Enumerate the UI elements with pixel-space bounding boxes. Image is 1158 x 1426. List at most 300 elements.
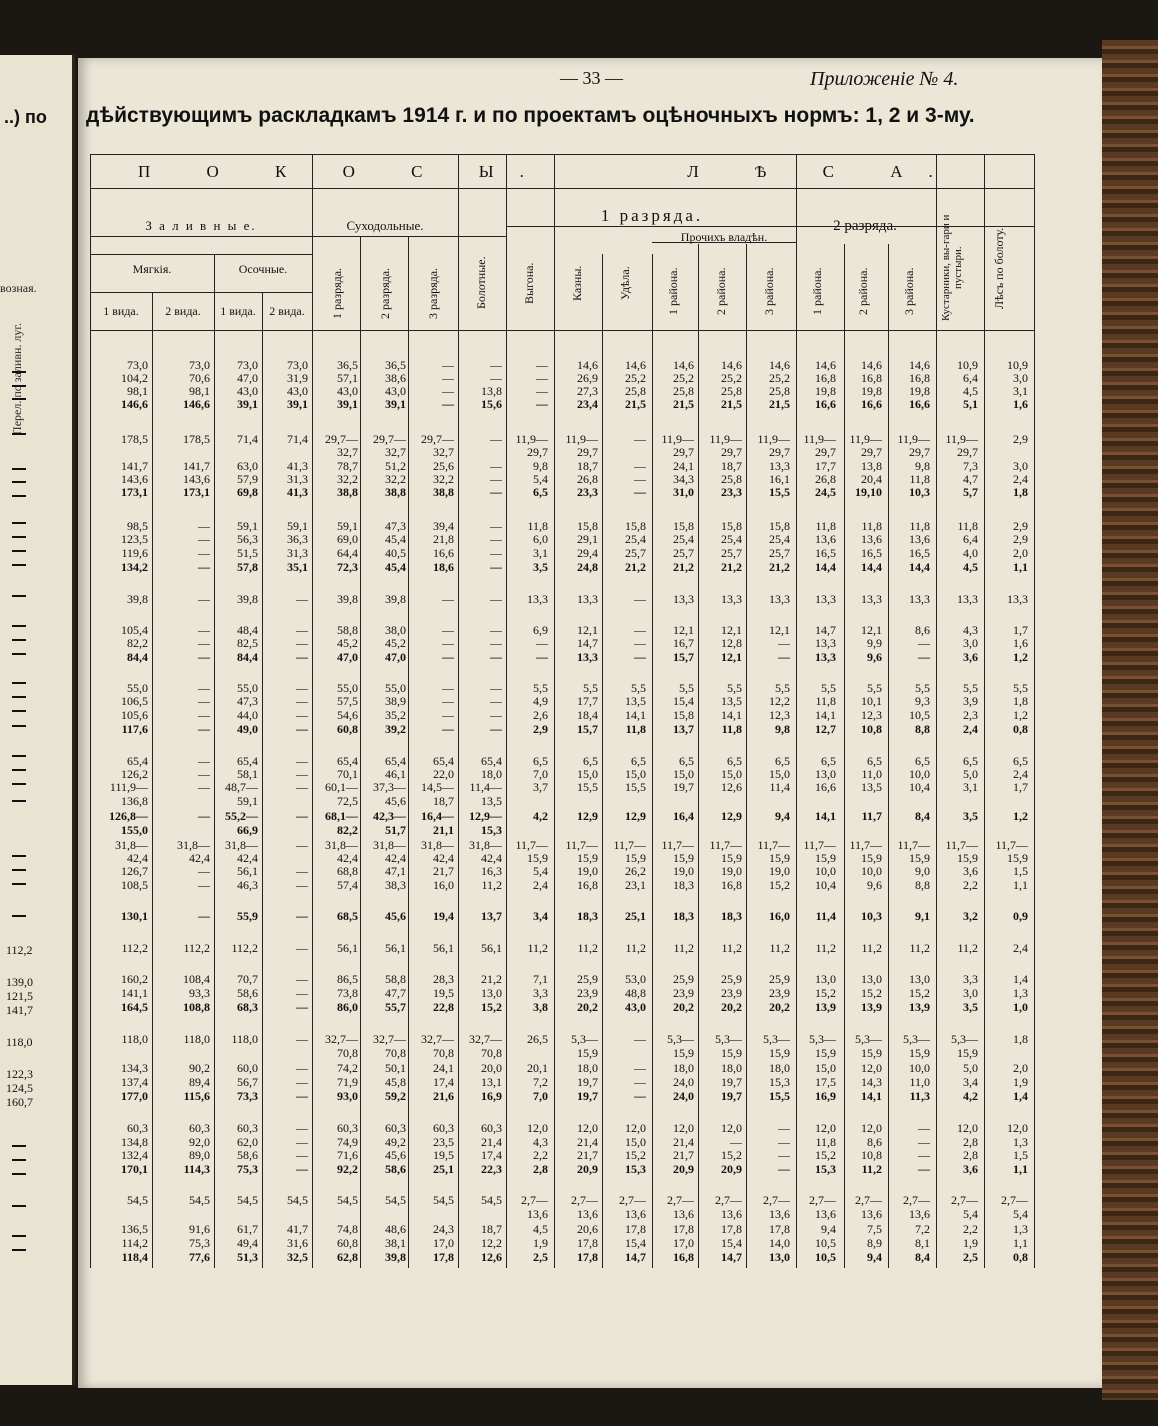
table-cell: 15,8 xyxy=(769,519,790,533)
table-cell: — xyxy=(490,694,502,708)
table-cell: 13,6 xyxy=(815,1207,836,1221)
table-cell: 13,3 xyxy=(909,592,930,606)
table-cell: 5,5 xyxy=(867,681,882,695)
table-cell: 56,1 xyxy=(433,941,454,955)
table-cell: 7,3 xyxy=(963,459,978,473)
table-cell: 23,5 xyxy=(433,1135,454,1149)
table-cell: — xyxy=(296,708,308,722)
table-cell: 31,8— xyxy=(469,838,502,852)
table-cell: 68,1— xyxy=(325,809,358,823)
table-rule-horizontal xyxy=(506,226,1034,227)
table-cell: 18,7 xyxy=(721,459,742,473)
table-cell: 31,3 xyxy=(287,546,308,560)
table-cell: 54,5 xyxy=(385,1193,406,1207)
table-cell: 2,5 xyxy=(533,1250,548,1264)
table-cell: 11,2 xyxy=(861,941,882,955)
table-cell: 89,4 xyxy=(189,1075,210,1089)
table-cell: 69,0 xyxy=(337,532,358,546)
table-cell: 5,5 xyxy=(1013,681,1028,695)
table-cell: 18,3 xyxy=(721,909,742,923)
table-cell: 15,5 xyxy=(577,780,598,794)
table-cell: 12,3 xyxy=(769,708,790,722)
table-cell: — xyxy=(918,650,930,664)
table-cell: 13,5 xyxy=(721,694,742,708)
table-cell: 56,1 xyxy=(237,864,258,878)
table-cell: 42,4 xyxy=(385,851,406,865)
table-cell: 35,1 xyxy=(287,560,308,574)
table-cell: 11,9— xyxy=(945,432,978,446)
table-cell: 15,7 xyxy=(577,722,598,736)
table-cell: 1,6 xyxy=(1013,397,1028,411)
table-cell: 51,7 xyxy=(385,823,406,837)
table-cell: 7,0 xyxy=(533,1089,548,1103)
table-cell: 15,9 xyxy=(721,1046,742,1060)
header-razryad-1: 1 разряда. xyxy=(600,206,704,225)
table-cell: 14,6 xyxy=(815,358,836,372)
table-cell: 48,6 xyxy=(385,1222,406,1236)
table-cell: 5,3— xyxy=(763,1032,790,1046)
table-cell: 14,4 xyxy=(815,560,836,574)
table-cell: 70,6 xyxy=(189,371,210,385)
table-cell: — xyxy=(778,1162,790,1176)
table-cell: 16,6 xyxy=(433,546,454,560)
table-cell: 160,2 xyxy=(121,972,148,986)
left-page-dash xyxy=(12,653,26,655)
table-cell: 5,5 xyxy=(631,681,646,695)
table-cell: 54,5 xyxy=(433,1193,454,1207)
table-cell: 44,0 xyxy=(237,708,258,722)
table-cell: 2,7— xyxy=(619,1193,646,1207)
header-prochikh-raion-1: 1 района. xyxy=(666,267,680,315)
table-cell: 74,8 xyxy=(337,1222,358,1236)
table-cell: — xyxy=(634,459,646,473)
table-cell: 137,4 xyxy=(121,1075,148,1089)
table-cell: 29,7 xyxy=(577,445,598,459)
table-cell: 29,7 xyxy=(861,445,882,459)
table-cell: 112,2 xyxy=(231,941,258,955)
table-cell: 56,1 xyxy=(385,941,406,955)
table-rule-horizontal xyxy=(90,330,1034,331)
table-cell: — xyxy=(918,1162,930,1176)
table-cell: 1,3 xyxy=(1013,1222,1028,1236)
table-cell: 2,7— xyxy=(667,1193,694,1207)
table-cell: 56,1 xyxy=(337,941,358,955)
table-cell: 2,7— xyxy=(903,1193,930,1207)
table-cell: 1,4 xyxy=(1013,972,1028,986)
table-cell: 15,9 xyxy=(861,851,882,865)
header-sukh-1: 1 разряда. xyxy=(330,267,344,319)
header-sukh-3: 3 разряда. xyxy=(426,267,440,319)
table-cell: 63,0 xyxy=(237,459,258,473)
table-cell: — xyxy=(296,1089,308,1103)
table-cell: 17,5 xyxy=(815,1075,836,1089)
table-cell: 13,0 xyxy=(769,1250,790,1264)
table-cell: 21,5 xyxy=(673,397,694,411)
table-cell: — xyxy=(778,636,790,650)
table-cell: 53,0 xyxy=(625,972,646,986)
table-cell: 25,9 xyxy=(673,972,694,986)
table-cell: 5,5 xyxy=(679,681,694,695)
table-cell: 5,5 xyxy=(821,681,836,695)
table-cell: 65,4 xyxy=(337,754,358,768)
table-cell: 17,4 xyxy=(433,1075,454,1089)
table-cell: 56,3 xyxy=(237,532,258,546)
table-cell: 16,4 xyxy=(673,809,694,823)
table-cell: 62,0 xyxy=(237,1135,258,1149)
table-cell: 37,3— xyxy=(373,780,406,794)
table-cell: 12,0 xyxy=(527,1121,548,1135)
table-cell: — xyxy=(442,694,454,708)
table-cell: — xyxy=(918,1148,930,1162)
table-cell: 9,6 xyxy=(867,650,882,664)
table-cell: 51,3 xyxy=(237,1250,258,1264)
header-vida-1b: 1 вида. xyxy=(220,304,256,318)
table-cell: 45,6 xyxy=(385,1148,406,1162)
table-cell: 60,3 xyxy=(127,1121,148,1135)
table-cell: 20,9 xyxy=(577,1162,598,1176)
table-cell: 18,6 xyxy=(433,560,454,574)
table-cell: 0,9 xyxy=(1013,909,1028,923)
table-cell: — xyxy=(198,909,210,923)
table-cell: 2,5 xyxy=(963,1250,978,1264)
table-cell: 72,5 xyxy=(337,794,358,808)
table-cell: 15,3 xyxy=(769,1075,790,1089)
table-cell: 25,9 xyxy=(769,972,790,986)
table-cell: 42,4 xyxy=(189,851,210,865)
table-cell: 19,0 xyxy=(769,864,790,878)
table-cell: 11,8 xyxy=(957,519,978,533)
table-cell: 14,7 xyxy=(815,623,836,637)
table-cell: 13,9 xyxy=(815,1000,836,1014)
table-cell: — xyxy=(296,623,308,637)
table-cell: 14,6 xyxy=(721,358,742,372)
table-cell: 9,9 xyxy=(867,636,882,650)
table-cell: 54,5 xyxy=(337,1193,358,1207)
table-cell: 18,3 xyxy=(577,909,598,923)
table-cell: 25,9 xyxy=(721,972,742,986)
table-cell: 15,2 xyxy=(815,1148,836,1162)
table-cell: 9,3 xyxy=(915,694,930,708)
table-cell: — xyxy=(296,809,308,823)
table-cell: 15,3 xyxy=(815,1162,836,1176)
table-cell: 54,5 xyxy=(189,1193,210,1207)
table-cell: 29,7— xyxy=(421,432,454,446)
table-cell: 73,0 xyxy=(127,358,148,372)
table-cell: 2,0 xyxy=(1013,546,1028,560)
left-page-title: ..) по xyxy=(4,107,47,127)
table-cell: 82,2 xyxy=(127,636,148,650)
table-cell: 141,7 xyxy=(121,459,148,473)
table-cell: 8,4 xyxy=(915,1250,930,1264)
table-cell: 1,8 xyxy=(1013,1032,1028,1046)
table-cell: 11,7— xyxy=(709,838,742,852)
header-vygona: Выгона. xyxy=(522,262,536,304)
table-cell: 45,4 xyxy=(385,532,406,546)
header-bolotnye: Болотные. xyxy=(474,256,488,310)
table-cell: 5,4 xyxy=(963,1207,978,1221)
table-cell: 108,8 xyxy=(183,1000,210,1014)
table-cell: 117,6 xyxy=(121,722,148,736)
table-cell: 8,6 xyxy=(915,623,930,637)
table-cell: — xyxy=(730,1135,742,1149)
table-cell: — xyxy=(634,623,646,637)
table-cell: 112,2 xyxy=(121,941,148,955)
table-cell: — xyxy=(198,809,210,823)
table-cell: 25,2 xyxy=(769,371,790,385)
table-cell: 21,4 xyxy=(673,1135,694,1149)
table-cell: — xyxy=(296,1000,308,1014)
table-cell: 1,9 xyxy=(533,1236,548,1250)
table-cell: — xyxy=(634,1075,646,1089)
table-cell: 73,0 xyxy=(237,358,258,372)
table-cell: 71,9 xyxy=(337,1075,358,1089)
table-cell: 5,0 xyxy=(963,1061,978,1075)
table-cell: 58,8 xyxy=(385,972,406,986)
header-razryad-2: 2 разряда. xyxy=(833,218,897,234)
table-cell: — xyxy=(634,1032,646,1046)
table-cell: 31,8— xyxy=(177,838,210,852)
table-cell: 4,5 xyxy=(963,384,978,398)
table-cell: 19,10 xyxy=(855,485,882,499)
table-cell: 126,2 xyxy=(121,767,148,781)
table-cell: — xyxy=(296,1162,308,1176)
table-cell: 17,8 xyxy=(433,1250,454,1264)
header-zalivnye: З а л и в н ы е. xyxy=(145,218,257,233)
table-cell: 65,4 xyxy=(127,754,148,768)
table-cell: 14,1 xyxy=(815,809,836,823)
table-cell: 2,7— xyxy=(855,1193,882,1207)
table-cell: 10,0 xyxy=(815,864,836,878)
table-cell: 2,6 xyxy=(533,708,548,722)
table-cell: 2,8 xyxy=(963,1135,978,1149)
table-cell: 70,8 xyxy=(385,1046,406,1060)
table-cell: 16,8 xyxy=(673,1250,694,1264)
table-cell: — xyxy=(490,592,502,606)
table-cell: 19,7 xyxy=(673,780,694,794)
table-cell: 1,5 xyxy=(1013,1148,1028,1162)
table-cell: — xyxy=(536,384,548,398)
left-page-dash xyxy=(12,564,26,566)
table-cell: 15,2 xyxy=(721,1148,742,1162)
table-cell: 13,9 xyxy=(861,1000,882,1014)
table-cell: 38,8 xyxy=(337,485,358,499)
left-page-dash xyxy=(12,869,26,871)
table-cell: — xyxy=(198,722,210,736)
table-cell: 15,3 xyxy=(625,1162,646,1176)
table-cell: 15,9 xyxy=(769,1046,790,1060)
table-cell: 6,9 xyxy=(533,623,548,637)
table-cell: 39,1 xyxy=(237,397,258,411)
table-cell: 13,6 xyxy=(625,1207,646,1221)
table-cell: 3,1 xyxy=(533,546,548,560)
table-cell: 15,9 xyxy=(1007,851,1028,865)
table-cell: — xyxy=(296,838,308,852)
table-cell: 15,7 xyxy=(673,650,694,664)
table-cell: 60,8 xyxy=(337,722,358,736)
table-cell: 14,6 xyxy=(577,358,598,372)
table-cell: 3,0 xyxy=(963,986,978,1000)
table-cell: 10,5 xyxy=(909,708,930,722)
table-cell: 3,6 xyxy=(963,864,978,878)
table-cell: 136,8 xyxy=(121,794,148,808)
table-cell: 22,0 xyxy=(433,767,454,781)
table-cell: 45,6 xyxy=(385,909,406,923)
table-cell: 3,5 xyxy=(963,1000,978,1014)
table-cell: — xyxy=(198,650,210,664)
table-rule-horizontal xyxy=(90,236,506,237)
table-cell: 12,0 xyxy=(721,1121,742,1135)
table-cell: 10,0 xyxy=(861,864,882,878)
table-cell: 16,5 xyxy=(861,546,882,560)
table-cell: 2,7— xyxy=(571,1193,598,1207)
document-page xyxy=(78,58,1102,1388)
table-cell: 38,3 xyxy=(385,878,406,892)
table-cell: 12,1 xyxy=(673,623,694,637)
table-cell: 5,5 xyxy=(583,681,598,695)
table-cell: 5,1 xyxy=(963,397,978,411)
table-cell: 21,7 xyxy=(673,1148,694,1162)
table-cell: 15,4 xyxy=(625,1236,646,1250)
left-page-dash xyxy=(12,371,26,373)
header-vida-1a: 1 вида. xyxy=(103,304,139,318)
table-cell: 11,2 xyxy=(577,941,598,955)
table-cell: 146,6 xyxy=(183,397,210,411)
table-cell: 39,1 xyxy=(287,397,308,411)
left-page-dash xyxy=(12,625,26,627)
table-cell: 59,2 xyxy=(385,1089,406,1103)
left-page-vertical-header: Перел. по заливн. луг. xyxy=(10,323,24,435)
table-cell: 1,7 xyxy=(1013,780,1028,794)
table-cell: 13,3 xyxy=(957,592,978,606)
table-cell: 2,4 xyxy=(1013,472,1028,486)
table-cell: 11,2 xyxy=(957,941,978,955)
table-cell: 132,4 xyxy=(121,1148,148,1162)
table-cell: 71,4 xyxy=(237,432,258,446)
table-cell: 24,0 xyxy=(673,1075,694,1089)
left-page-value: 139,0 xyxy=(6,975,33,989)
table-cell: 11,8 xyxy=(527,519,548,533)
table-rule-horizontal xyxy=(90,254,312,255)
table-cell: — xyxy=(778,650,790,664)
table-cell: 15,2 xyxy=(625,1148,646,1162)
table-cell: 38,8 xyxy=(433,485,454,499)
table-cell: 21,7 xyxy=(433,864,454,878)
left-page-dash xyxy=(12,1235,26,1237)
table-cell: 3,6 xyxy=(963,650,978,664)
table-cell: 13,0 xyxy=(481,986,502,1000)
table-cell: 11,7— xyxy=(995,838,1028,852)
table-cell: 12,0 xyxy=(815,1121,836,1135)
table-cell: 19,7 xyxy=(577,1089,598,1103)
table-cell: 31,8— xyxy=(373,838,406,852)
table-cell: 29,1 xyxy=(577,532,598,546)
table-cell: 26,9 xyxy=(577,371,598,385)
table-cell: 19,7 xyxy=(577,1075,598,1089)
table-cell: 11,8 xyxy=(815,694,836,708)
table-cell: 25,2 xyxy=(721,371,742,385)
page-number: — 33 — xyxy=(560,68,623,88)
table-cell: 11,9— xyxy=(897,432,930,446)
table-cell: 25,7 xyxy=(625,546,646,560)
table-cell: 10,5 xyxy=(815,1236,836,1250)
table-cell: 25,9 xyxy=(577,972,598,986)
table-cell: 11,7— xyxy=(945,838,978,852)
table-cell: 70,1 xyxy=(337,767,358,781)
table-cell: 2,7— xyxy=(715,1193,742,1207)
left-page-dash xyxy=(12,398,26,400)
table-cell: 23,4 xyxy=(577,397,598,411)
table-cell: 15,9 xyxy=(527,851,548,865)
table-cell: — xyxy=(536,371,548,385)
table-cell: 39,8 xyxy=(127,592,148,606)
table-cell: 14,1 xyxy=(861,1089,882,1103)
table-cell: 11,8 xyxy=(861,519,882,533)
table-cell: 15,2 xyxy=(815,986,836,1000)
table-cell: 61,7 xyxy=(237,1222,258,1236)
table-cell: — xyxy=(442,358,454,372)
table-cell: — xyxy=(634,650,646,664)
table-cell: 13,5 xyxy=(481,794,502,808)
table-cell: 15,2 xyxy=(481,1000,502,1014)
table-cell: 13,3 xyxy=(769,459,790,473)
table-cell: 17,0 xyxy=(433,1236,454,1250)
table-cell: 118,4 xyxy=(121,1250,148,1264)
table-cell: — xyxy=(296,864,308,878)
table-cell: 82,2 xyxy=(337,823,358,837)
table-cell: 11,0 xyxy=(909,1075,930,1089)
table-cell: — xyxy=(918,636,930,650)
table-cell: 21,4 xyxy=(577,1135,598,1149)
table-cell: 170,1 xyxy=(121,1162,148,1176)
table-cell: 6,5 xyxy=(915,754,930,768)
appendix-label: Приложеніе № 4. xyxy=(810,68,959,90)
left-page-dash xyxy=(12,1173,26,1175)
table-cell: 5,4 xyxy=(533,472,548,486)
table-cell: — xyxy=(490,636,502,650)
table-cell: — xyxy=(490,532,502,546)
table-cell: 65,4 xyxy=(481,754,502,768)
table-cell: 39,1 xyxy=(337,397,358,411)
table-cell: 32,7— xyxy=(373,1032,406,1046)
left-page-dash xyxy=(12,915,26,917)
table-cell: 15,4 xyxy=(673,694,694,708)
table-cell: — xyxy=(918,1121,930,1135)
table-cell: 26,8 xyxy=(815,472,836,486)
table-cell: 10,8 xyxy=(861,1148,882,1162)
table-cell: 19,4 xyxy=(433,909,454,923)
table-cell: — xyxy=(296,681,308,695)
table-cell: 19,8 xyxy=(909,384,930,398)
table-cell: 3,3 xyxy=(963,972,978,986)
table-cell: 5,0 xyxy=(963,767,978,781)
table-cell: 5,3— xyxy=(715,1032,742,1046)
table-cell: 39,8 xyxy=(385,1250,406,1264)
table-cell: 5,5 xyxy=(963,681,978,695)
table-cell: 12,1 xyxy=(769,623,790,637)
table-cell: 75,3 xyxy=(189,1236,210,1250)
table-cell: 11,7— xyxy=(803,838,836,852)
table-cell: 2,2 xyxy=(963,878,978,892)
table-cell: 15,5 xyxy=(769,485,790,499)
left-page-value: 124,5 xyxy=(6,1081,33,1095)
table-cell: 77,6 xyxy=(189,1250,210,1264)
table-cell: 15,0 xyxy=(625,1135,646,1149)
table-cell: 14,1 xyxy=(625,708,646,722)
table-cell: 3,7 xyxy=(533,780,548,794)
table-cell: 6,5 xyxy=(775,754,790,768)
table-cell: 31,9 xyxy=(287,371,308,385)
table-cell: 25,8 xyxy=(769,384,790,398)
